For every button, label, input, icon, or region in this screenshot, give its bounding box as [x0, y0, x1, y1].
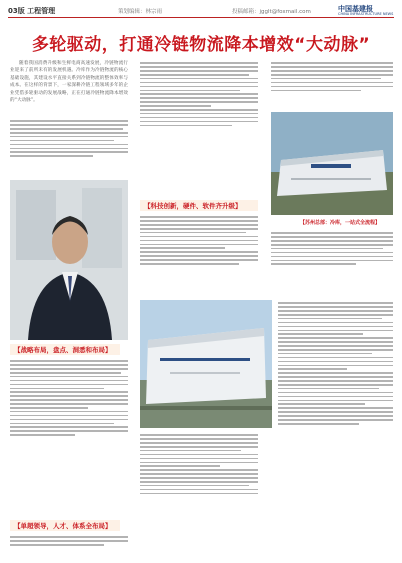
subhead-strategy-label: 【战略布局，盘点、洞悉和布局】	[14, 346, 112, 354]
middle-text-lines-3	[140, 432, 258, 497]
headquarters-photo	[271, 112, 393, 215]
left-text-lines-1	[10, 118, 128, 159]
intro-column	[10, 60, 128, 105]
left-text-lines-3	[10, 534, 128, 548]
left-text-lines-2	[10, 358, 128, 438]
subhead-tech	[140, 200, 258, 211]
section-label: 03版 工程管理	[8, 7, 56, 15]
middle-text-lines-1	[140, 60, 258, 128]
middle-text-lines-2	[140, 214, 258, 267]
submission-email: 投稿邮箱：jgglt@foxmail.com	[232, 9, 311, 15]
subhead-tech-label: 【科技创新，硬件、软件齐升级】	[144, 202, 242, 210]
page-header	[0, 0, 402, 20]
right-text-lines-1	[271, 60, 393, 93]
portrait-illustration	[10, 180, 128, 340]
page-headline: 多轮驱动，打通冷链物流降本增效“大动脉”	[31, 35, 371, 55]
newspaper-logo-subtitle: CHINA INFRASTRUCTURE NEWS	[338, 12, 394, 16]
building-illustration	[271, 112, 393, 215]
header-rule	[8, 17, 394, 18]
right-text-lines-2	[271, 230, 393, 267]
facility-photo	[140, 300, 272, 428]
right-text-lines-3	[278, 300, 393, 427]
subhead-talent	[10, 520, 120, 531]
newspaper-logo: 中国基建报	[338, 5, 373, 13]
subhead-strategy	[10, 344, 120, 355]
photo-caption: 【苏州总部：冷库，一站式全流程】	[300, 220, 381, 226]
intro-paragraph: 随着我国消费升级和生鲜电商高速发展，冷链物流行业迎来了前所未有的发展机遇。冷库作为冷链物流的核心基础设施，其建设水平直接关系到冷链物流的整体效率与成本。在这样的背景下，一家深耕冷链工程领域多年的企业凭借多轮驱动的发展战略，正在打通冷链物流降本增效的“大动脉”。	[10, 61, 128, 104]
editor-credit: 策划编辑：林宗雨	[118, 9, 163, 15]
portrait-photo	[10, 180, 128, 340]
subhead-talent-label: 【单超领导，人才、体系全布局】	[14, 522, 112, 530]
facility-illustration	[140, 300, 272, 428]
